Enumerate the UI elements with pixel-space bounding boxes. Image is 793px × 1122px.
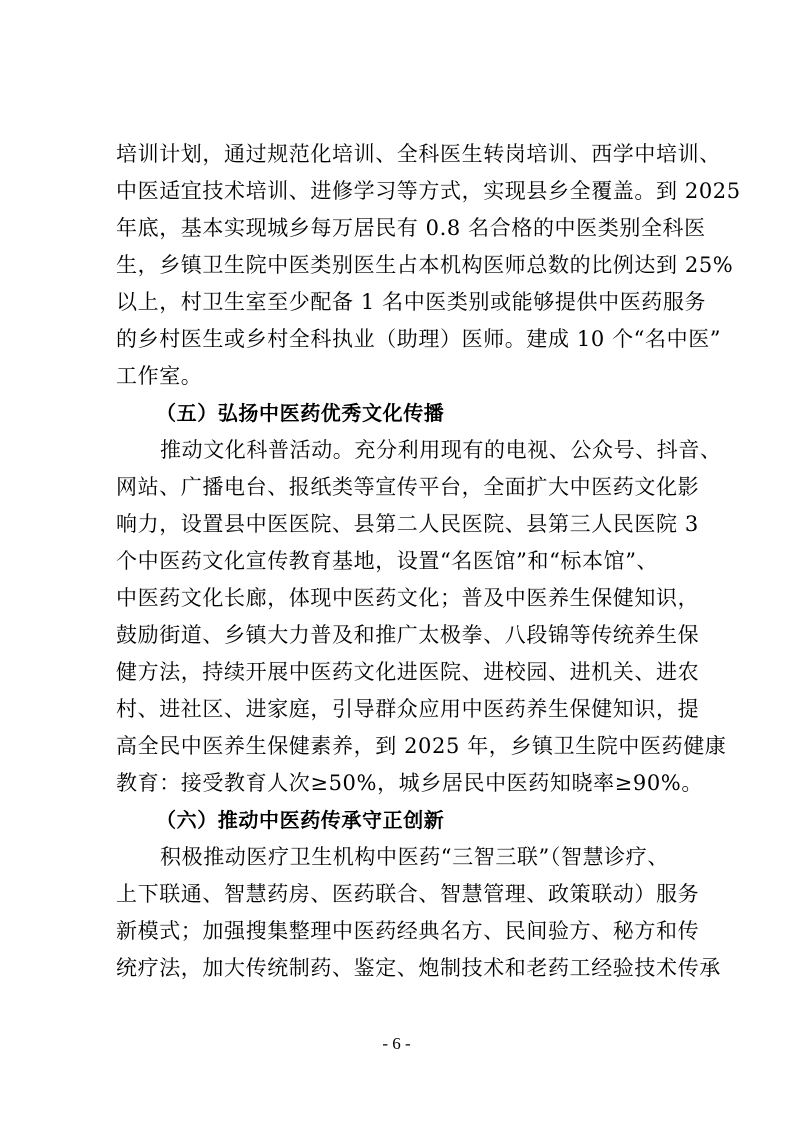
body-line: 中医药文化长廊，体现中医药文化；普及中医养生保健知识， [116,586,700,610]
section-heading-5: （五）弘扬中医药优秀文化传播 [156,401,445,425]
body-line: 网站、广播电台、报纸类等宣传平台，全面扩大中医药文化影 [116,475,700,499]
body-line: 统疗法，加大传统制药、鉴定、炮制技术和老药工经验技术传承 [116,956,721,980]
body-line: 高全民中医养生保健素养，到 2025 年，乡镇卫生院中医药健康 [116,734,727,758]
body-line: 村、进社区、进家庭，引导群众应用中医药养生保健知识，提 [116,697,700,721]
paragraph-first-line: 推动文化科普活动。充分利用现有的电视、公众号、抖音、 [160,438,722,462]
body-line: 年底，基本实现城乡每万居民有 0.8 名合格的中医类别全科医 [116,216,706,240]
body-line: 的乡村医生或乡村全科执业（助理）医师。建成 10 个“名中医” [116,327,722,351]
body-line: 上下联通、智慧药房、医药联合、智慧管理、政策联动）服务 [116,882,700,906]
body-line: 以上，村卫生室至少配备 1 名中医类别或能够提供中医药服务 [116,290,707,314]
page-number: - 6 - [382,1034,411,1053]
body-line: 健方法，持续开展中医药文化进医院、进校园、进机关、进农 [116,660,700,684]
body-line: 生，乡镇卫生院中医类别医生占本机构医师总数的比例达到 25% [116,253,734,277]
body-line: 响力，设置县中医医院、县第二人民医院、县第三人民医院 3 [116,512,699,536]
body-line: 教育：接受教育人次≥50%，城乡居民中医药知晓率≥90%。 [116,771,703,795]
body-line: 新模式；加强搜集整理中医药经典名方、民间验方、秘方和传 [116,919,700,943]
section-heading-6: （六）推动中医药传承守正创新 [156,808,445,832]
body-line: 个中医药文化宣传教育基地，设置“名医馆”和“标本馆”、 [116,549,659,573]
body-line: 培训计划，通过规范化培训、全科医生转岗培训、西学中培训、 [116,142,721,166]
body-line: 鼓励街道、乡镇大力普及和推广太极拳、八段锦等传统养生保 [116,623,700,647]
paragraph-first-line: 积极推动医疗卫生机构中医药“三智三联”（智慧诊疗、 [160,845,669,869]
body-line: 中医适宜技术培训、进修学习等方式，实现县乡全覆盖。到 2025 [116,179,741,203]
body-line: 工作室。 [116,364,203,388]
document-body [116,136,741,987]
